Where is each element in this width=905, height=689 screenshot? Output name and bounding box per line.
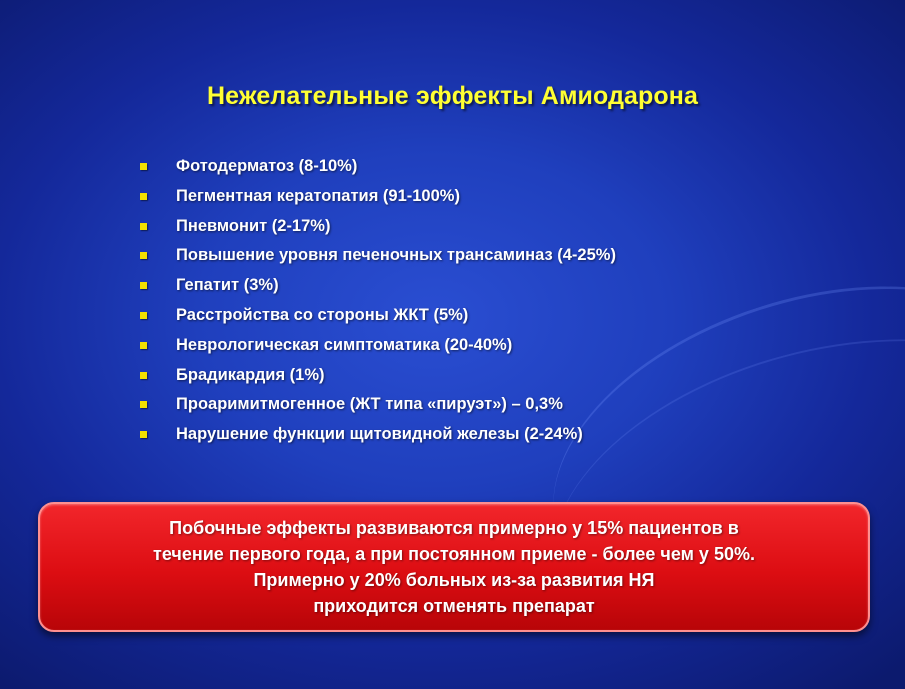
square-bullet-icon: [140, 312, 147, 319]
slide-title: Нежелательные эффекты Амиодарона: [207, 82, 698, 110]
square-bullet-icon: [140, 401, 147, 408]
list-item: [140, 301, 616, 331]
list-item-label: Проаримитмогенное (ЖТ типа «пируэт») – 0,3%: [176, 395, 563, 414]
square-bullet-icon: [140, 163, 147, 170]
list-item: [140, 361, 616, 391]
list-item-label: Фотодерматоз (8-10%): [176, 157, 358, 175]
list-item: [140, 241, 616, 271]
note-line: Побочные эффекты развиваются примерно у 15% пациентов в: [169, 518, 739, 538]
list-item: [140, 331, 616, 361]
list-item-label: Пегментная кератопатия (91-100%): [176, 186, 460, 205]
list-item: [140, 271, 616, 301]
square-bullet-icon: [140, 431, 147, 438]
square-bullet-icon: [140, 252, 147, 259]
effects-list: [140, 152, 616, 450]
list-item-label: Пневмонит (2-17%): [176, 216, 331, 235]
list-item-label: Гепатит (3%): [176, 276, 279, 295]
square-bullet-icon: [140, 282, 147, 289]
list-item: [140, 182, 616, 212]
side-effects-note-box: [38, 502, 870, 632]
list-item: [140, 420, 616, 450]
square-bullet-icon: [140, 223, 147, 230]
note-line: приходится отменять препарат: [313, 596, 595, 616]
list-item-label: Расстройства со стороны ЖКТ (5%): [176, 305, 469, 324]
list-item-label: Повышение уровня печеночных трансаминаз (4-25%): [176, 246, 616, 265]
list-item-label: Брадикардия (1%): [176, 365, 325, 384]
list-item: [140, 152, 616, 182]
list-item: [140, 390, 616, 420]
list-item-label: Нарушение функции щитовидной железы (2-24%): [176, 425, 583, 444]
square-bullet-icon: [140, 372, 147, 379]
square-bullet-icon: [140, 342, 147, 349]
note-line: течение первого года, а при постоянном приеме - более чем у 50%.: [153, 544, 755, 564]
list-item-label: Неврологическая симптоматика (20-40%): [176, 335, 513, 354]
note-line: Примерно у 20% больных из-за развития НЯ: [253, 570, 655, 590]
list-item: [140, 212, 616, 242]
square-bullet-icon: [140, 193, 147, 200]
